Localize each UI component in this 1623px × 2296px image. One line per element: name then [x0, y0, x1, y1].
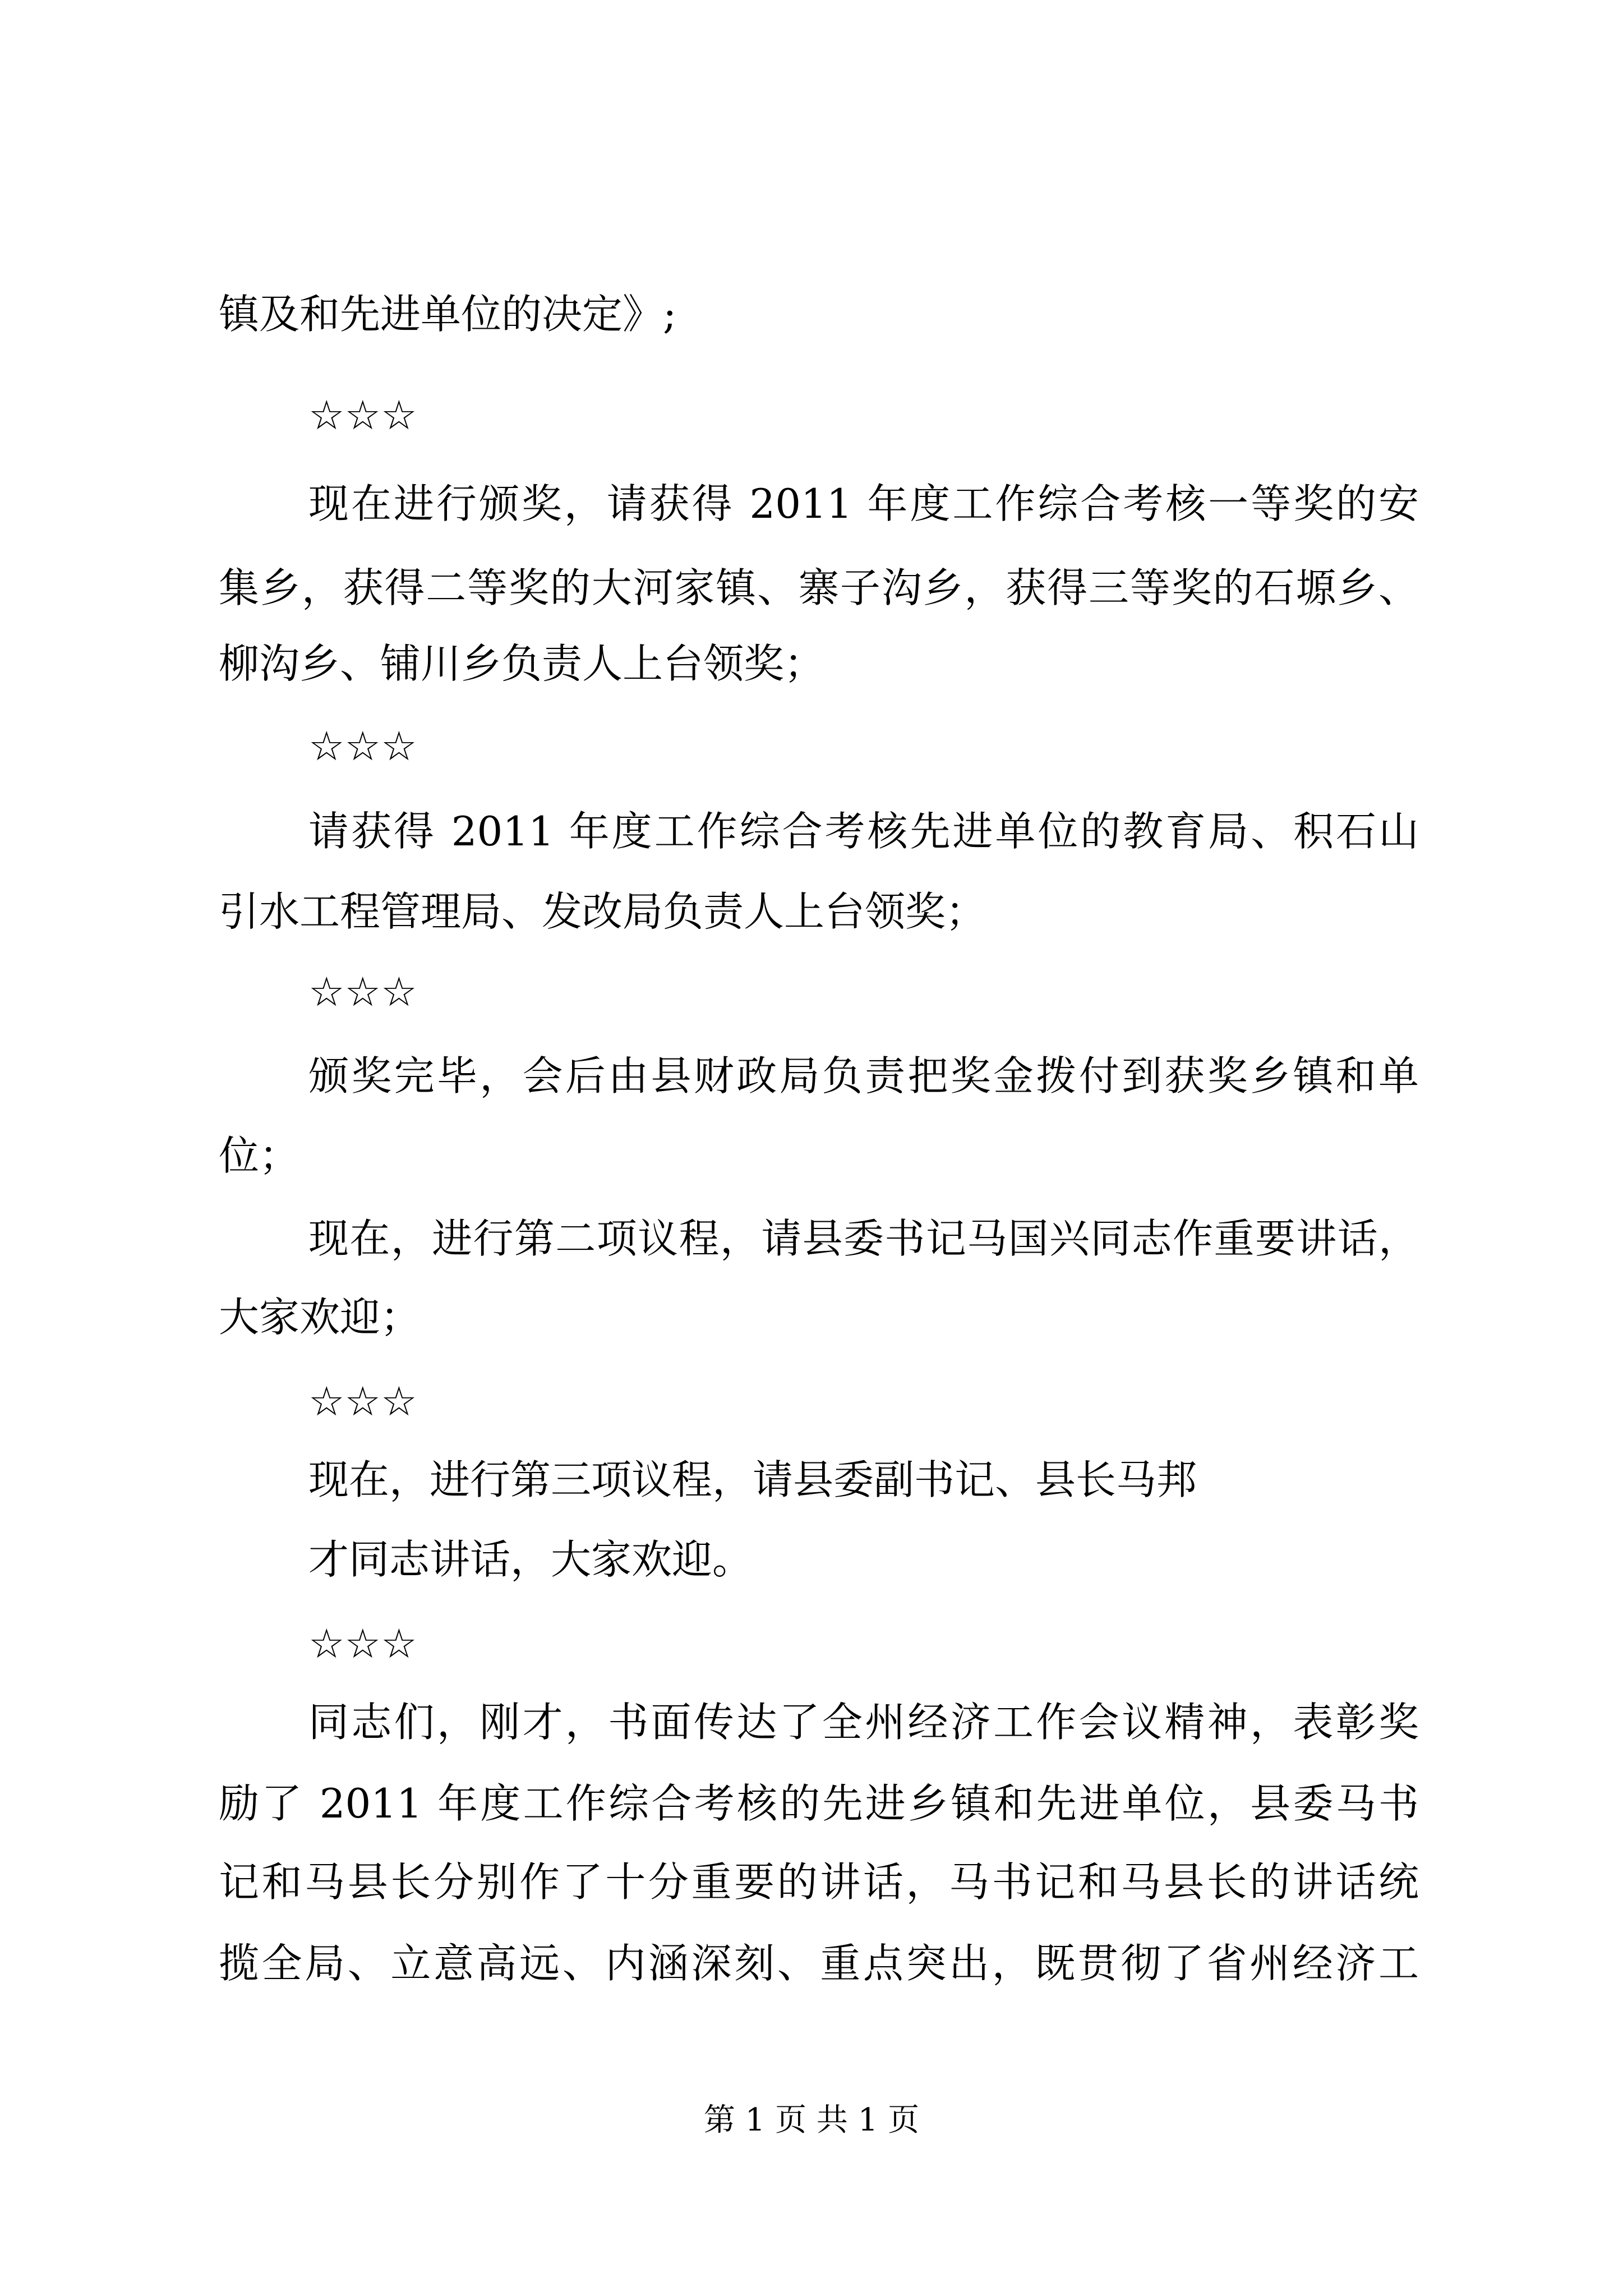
text-line: 柳沟乡、铺川乡负责人上台领奖； [219, 640, 825, 687]
text-line: 才同志讲话，大家欢迎。 [308, 1536, 753, 1583]
text-line: 同志们，刚才，书面传达了全州经济工作会议精神，表彰奖 [308, 1699, 1419, 1746]
text-line: 现在，进行第三项议程，请县委副书记、县长马邦 [308, 1456, 1197, 1503]
text-line: 揽全局、立意高远、内涵深刻、重点突出，既贯彻了省州经济工 [219, 1940, 1419, 1987]
text-line: 位； [219, 1132, 300, 1179]
section-divider-stars: ☆☆☆ [308, 723, 417, 770]
section-divider-stars: ☆☆☆ [308, 392, 417, 439]
page-footer: 第 1 页 共 1 页 [703, 2102, 920, 2138]
section-divider-stars: ☆☆☆ [308, 1378, 417, 1425]
text-line: 请获得 2011 年度工作综合考核先进单位的教育局、积石山 [308, 808, 1419, 855]
section-divider-stars: ☆☆☆ [308, 968, 417, 1015]
text-line: 镇及和先进单位的决定》; [219, 291, 677, 338]
text-line: 现在，进行第二项议程，请县委书记马国兴同志作重要讲话， [308, 1215, 1419, 1262]
text-line: 颁奖完毕，会后由县财政局负责把奖金拨付到获奖乡镇和单 [308, 1052, 1419, 1099]
text-line: 现在进行颁奖，请获得 2011 年度工作综合考核一等奖的安 [308, 480, 1419, 527]
section-divider-stars: ☆☆☆ [308, 1620, 417, 1667]
text-line: 集乡，获得二等奖的大河家镇、寨子沟乡，获得三等奖的石塬乡、 [219, 564, 1419, 611]
text-line: 引水工程管理局、发改局负责人上台领奖； [219, 888, 986, 935]
text-line: 励了 2011 年度工作综合考核的先进乡镇和先进单位，县委马书 [219, 1780, 1419, 1827]
text-line: 大家欢迎； [219, 1294, 421, 1341]
text-line: 记和马县长分别作了十分重要的讲话，马书记和马县长的讲话统 [219, 1858, 1419, 1906]
